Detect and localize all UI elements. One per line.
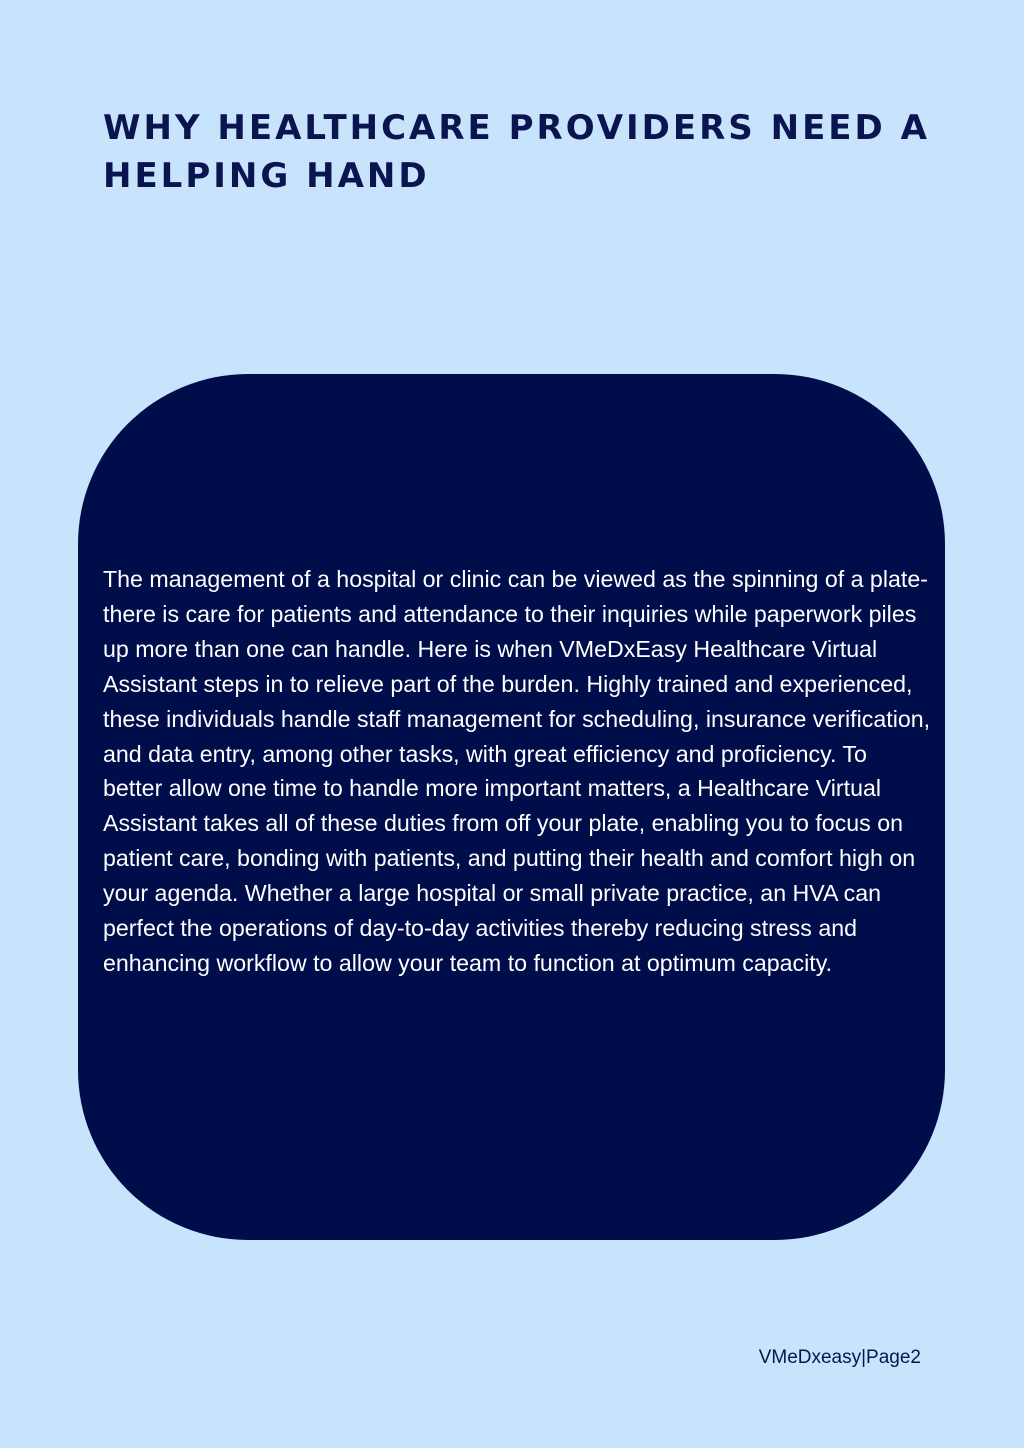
- page-footer: VMeDxeasy|Page2: [758, 1347, 921, 1368]
- page-title: WHY HEALTHCARE PROVIDERS NEED A HELPING HAND: [103, 108, 930, 196]
- body-paragraph: The management of a hospital or clinic can be viewed as the spinning of a plate-there is care for patients and attendance to their inquiries while paperwork piles up more than one can handle. Here is when VMeDxEasy Healthcare Virtual Assistant steps in to relieve part of the burden. Highly trained and experienced, these individuals handle staff management for scheduling, insurance verification, and data entry, among other tasks, with great efficiency and proficiency. To better allow one time to handle more important matters, a Healthcare Virtual Assistant takes all of these duties from off your plate, enabling you to focus on patient care, bonding with patients, and putting their health and comfort high on your agenda. Whether a large hospital or small private practice, an HVA can perfect the operations of day-to-day activities thereby reducing stress and enhancing workflow to allow your team to function at optimum capacity.: [103, 566, 931, 976]
